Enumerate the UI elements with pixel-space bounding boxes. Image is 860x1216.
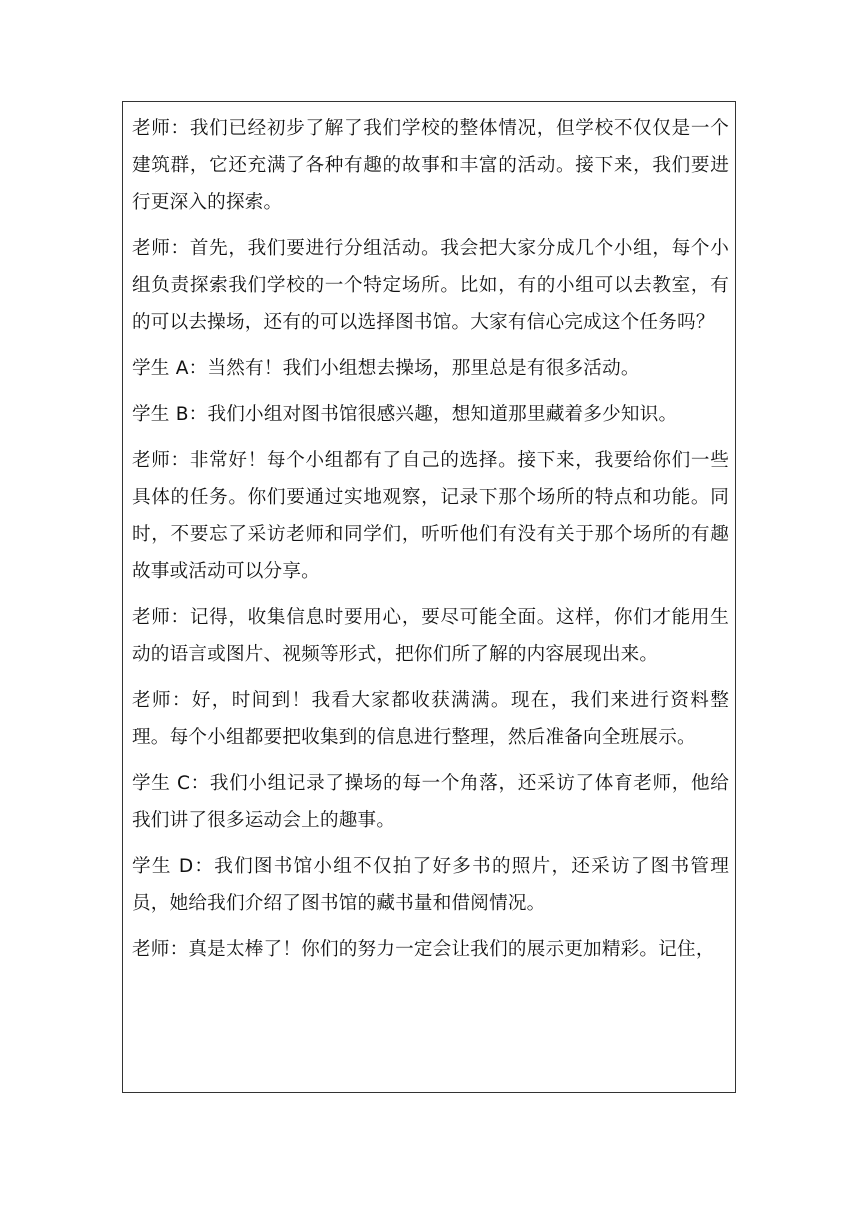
dialogue-paragraph: 老师：非常好！每个小组都有了自己的选择。接下来，我要给你们一些具体的任务。你们要通过实地观察，记录下那个场所的特点和功能。同时，不要忘了采访老师和同学们，听听他们有没有关于那个场所的有趣故事或活动可以分享。 (132, 450, 729, 582)
dialogue-paragraph: 学生 D：我们图书馆小组不仅拍了好多书的照片，还采访了图书管理员，她给我们介绍了图书馆的藏书量和借阅情况。 (132, 856, 729, 914)
dialogue-paragraph: 老师：好，时间到！我看大家都收获满满。现在，我们来进行资料整理。每个小组都要把收集到的信息进行整理，然后准备向全班展示。 (132, 690, 729, 748)
dialogue-paragraph: 学生 A：当然有！我们小组想去操场，那里总是有很多活动。 (132, 358, 640, 379)
dialogue-paragraph: 老师：记得，收集信息时要用心，要尽可能全面。这样，你们才能用生动的语言或图片、视频等形式，把你们所了解的内容展现出来。 (132, 607, 729, 665)
table-cell-frame (122, 101, 736, 1093)
table-cell-content (123, 102, 735, 968)
dialogue-paragraph: 老师：我们已经初步了解了我们学校的整体情况，但学校不仅仅是一个建筑群，它还充满了各种有趣的故事和丰富的活动。接下来，我们要进行更深入的探索。 (132, 118, 729, 213)
dialogue-paragraph: 学生 B：我们小组对图书馆很感兴趣，想知道那里藏着多少知识。 (132, 404, 678, 425)
dialogue-paragraph: 老师：真是太棒了！你们的努力一定会让我们的展示更加精彩。记住， (132, 939, 715, 960)
dialogue-paragraph: 老师：首先，我们要进行分组活动。我会把大家分成几个小组，每个小组负责探索我们学校的一个特定场所。比如，有的小组可以去教室，有的可以去操场，还有的可以选择图书馆。大家有信心完成这个任务吗？ (132, 238, 729, 333)
dialogue-paragraph: 学生 C：我们小组记录了操场的每一个角落，还采访了体育老师，他给我们讲了很多运动会上的趣事。 (132, 773, 729, 831)
